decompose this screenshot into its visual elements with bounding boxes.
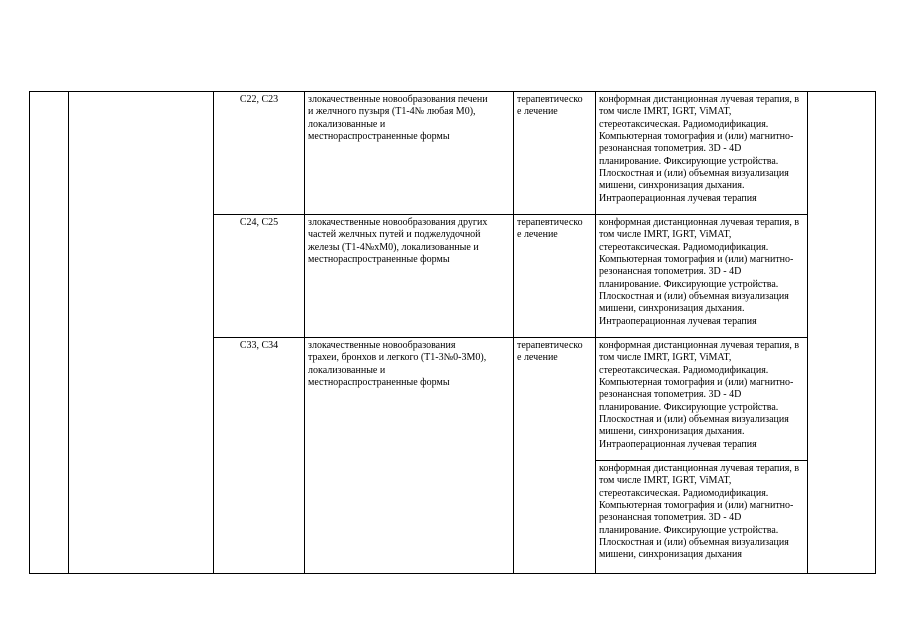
medical-care-table xyxy=(29,91,876,574)
treatment-method-cell: конформная дистанционная лучевая терапия, в том числе IMRT, IGRT, ViMAT, стереотаксическая. Радиомодификация. Компьютерная томография и (или) магнитно-резонансная топометрия. 3D - 4D планирование. Фиксирующие устройства. Плоскостная и (или) объемная визуализация мишени, синхронизация дыхания. Интраоперационная лучевая терапия xyxy=(596,338,808,461)
diagnosis-cell: злокачественные новообразования трахеи, бронхов и легкого (T1-3№0-3M0), локализованные и местнораспространенные формы xyxy=(305,338,514,574)
treatment-type-cell: терапевтическо е лечение xyxy=(514,92,596,215)
treatment-type-cell: терапевтическо е лечение xyxy=(514,338,596,574)
diagnosis-cell: злокачественные новообразования других частей желчных путей и поджелудочной железы (T1-4№хM0), локализованные и местнораспространенные формы xyxy=(305,215,514,338)
treatment-type-cell: терапевтическо е лечение xyxy=(514,215,596,338)
diagnosis-cell: злокачественные новообразования печени и желчного пузыря (T1-4№ любая M0), локализованные и местнораспространенные формы xyxy=(305,92,514,215)
number-cell xyxy=(30,92,69,574)
profile-cell xyxy=(69,92,214,574)
treatment-method-cell: конформная дистанционная лучевая терапия, в том числе IMRT, IGRT, ViMAT, стереотаксическая. Радиомодификация. Компьютерная томография и (или) магнитно-резонансная топометрия. 3D - 4D планирование. Фиксирующие устройства. Плоскостная и (или) объемная визуализация мишени, синхронизация дыхания. Интраоперационная лучевая терапия xyxy=(596,215,808,338)
icd-code-cell: C24, C25 xyxy=(214,215,305,338)
table-row xyxy=(30,92,876,215)
treatment-method-cell: конформная дистанционная лучевая терапия, в том числе IMRT, IGRT, ViMAT, стереотаксическая. Радиомодификация. Компьютерная томография и (или) магнитно-резонансная топометрия. 3D - 4D планирование. Фиксирующие устройства. Плоскостная и (или) объемная визуализация мишени, синхронизация дыхания. Интраоперационная лучевая терапия xyxy=(596,92,808,215)
icd-code-cell: C22, C23 xyxy=(214,92,305,215)
extra-cell xyxy=(808,92,876,574)
icd-code-cell: C33, C34 xyxy=(214,338,305,574)
treatment-method-cell: конформная дистанционная лучевая терапия, в том числе IMRT, IGRT, ViMAT, стереотаксическая. Радиомодификация. Компьютерная томография и (или) магнитно-резонансная топометрия. 3D - 4D планирование. Фиксирующие устройства. Плоскостная и (или) объемная визуализация мишени, синхронизация дыхания xyxy=(596,461,808,574)
